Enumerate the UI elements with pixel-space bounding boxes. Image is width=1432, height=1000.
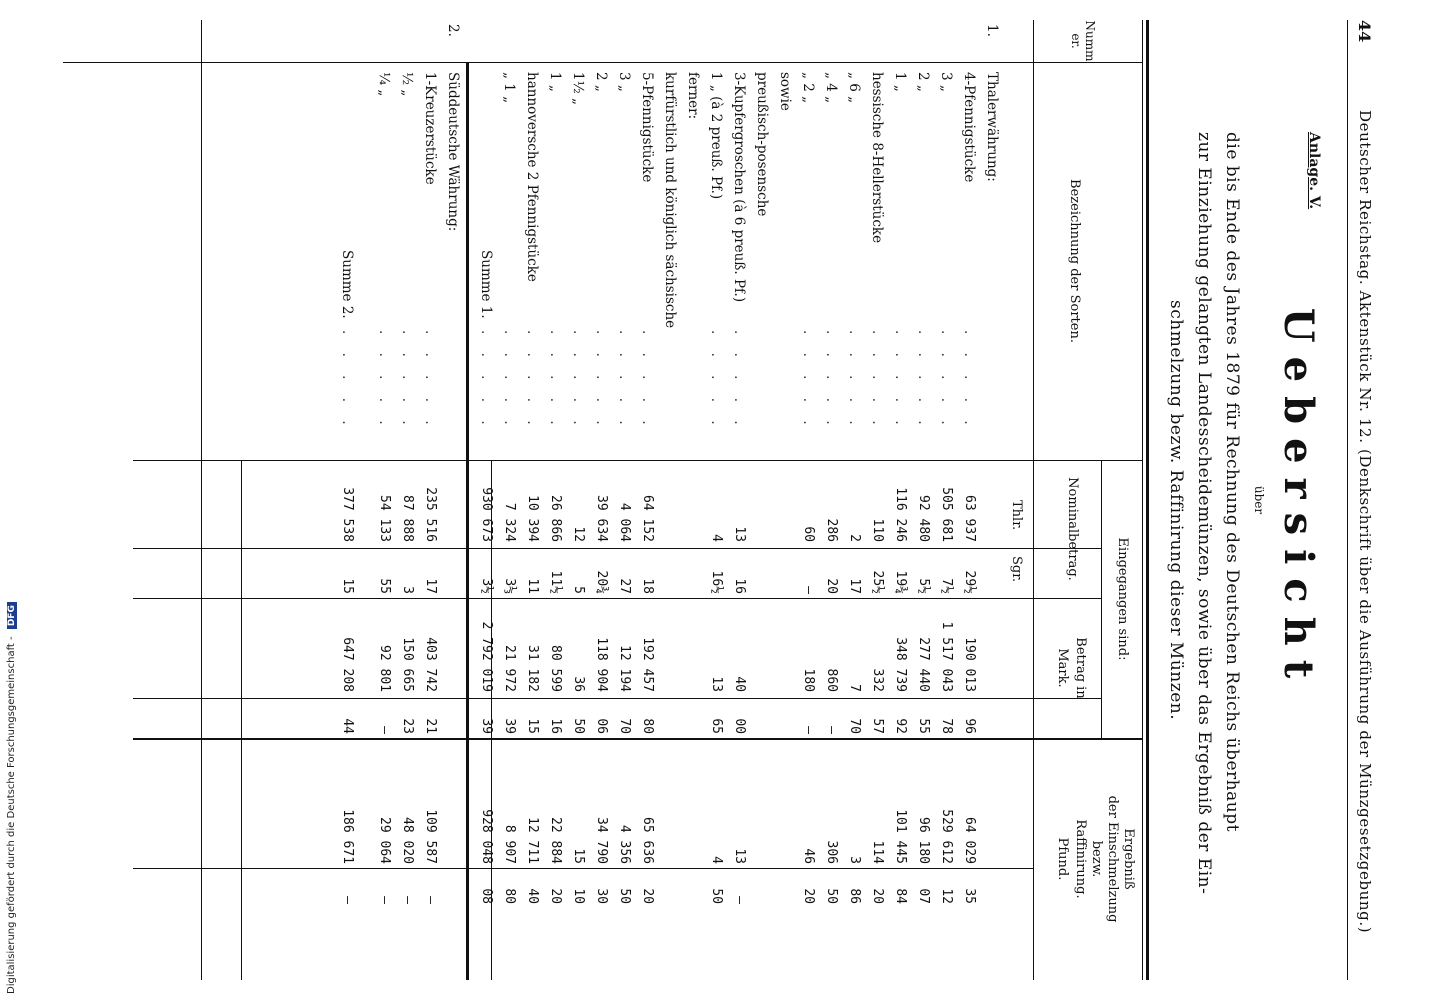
ergebnis-pfund: 4 356 bbox=[617, 824, 632, 864]
nominal-thlr: 13 bbox=[732, 526, 747, 542]
row-label: 5-Pfennigstücke bbox=[639, 72, 655, 183]
ergebnis-bruch: — bbox=[732, 896, 747, 904]
betrag-mark: 92 801 bbox=[377, 645, 392, 692]
nominal-sgr: 16 bbox=[732, 578, 747, 594]
ergebnis-pfund: 928 048 bbox=[479, 809, 494, 864]
betrag-mark: 332 bbox=[870, 668, 885, 692]
betrag-mark: 31 182 bbox=[525, 645, 540, 692]
row-label: sowie bbox=[777, 72, 793, 111]
title-main: Uebersicht bbox=[1275, 307, 1322, 693]
table-row bbox=[540, 0, 563, 1000]
ergebnis-pfund: 3 bbox=[847, 856, 862, 864]
nominal-sgr: 5 bbox=[571, 586, 586, 594]
row-label: 1½ „ bbox=[570, 72, 586, 105]
nominal-thlr: 7 324 bbox=[502, 502, 517, 542]
ergebnis-pfund: 114 bbox=[870, 840, 885, 864]
betrag-mark: 118 904 bbox=[594, 637, 609, 692]
ergebnis-pfund: 529 612 bbox=[939, 809, 954, 864]
row-label: Thalerwährung: bbox=[984, 72, 1000, 182]
table-row bbox=[908, 0, 931, 1000]
ergebnis-bruch: — bbox=[340, 896, 355, 904]
betrag-mark: 403 742 bbox=[423, 637, 438, 692]
ergebnis-pfund: 29 064 bbox=[377, 817, 392, 864]
title-text-line2: zur Einziehung gelangten Landesscheidemünzen, sowie über das Ergebniß der Ein- bbox=[1194, 132, 1214, 895]
row-label: „ 2 „ bbox=[800, 72, 816, 104]
row-label: Summe 2. bbox=[339, 250, 355, 319]
nominal-sgr: 7½ bbox=[939, 578, 954, 594]
annex-label: Anlage. V. bbox=[1306, 132, 1322, 210]
nominal-sgr: 3⅓ bbox=[502, 578, 517, 594]
header-nummer: Nummer. bbox=[1069, 20, 1097, 62]
leader-dots: . . . . . bbox=[800, 330, 816, 432]
betrag-mark: 36 bbox=[571, 676, 586, 692]
betrag-pf: 92 bbox=[893, 718, 908, 734]
nominal-sgr: 15 bbox=[340, 578, 355, 594]
row-label: 3 „ bbox=[616, 72, 632, 92]
table-row bbox=[747, 0, 770, 1000]
leader-dots: . . . . . bbox=[731, 330, 747, 432]
ergebnis-pfund: 101 445 bbox=[893, 809, 908, 864]
ergebnis-pfund: 65 636 bbox=[640, 817, 655, 864]
nominal-thlr: 54 133 bbox=[377, 495, 392, 542]
nominal-sgr: 11 bbox=[525, 578, 540, 594]
row-label: 2 „ bbox=[915, 72, 931, 92]
row-label: Süddeutsche Währung: bbox=[445, 72, 461, 232]
ergebnis-bruch: 30 bbox=[594, 888, 609, 904]
row-label: kurfürstlich und königlich sächsische bbox=[662, 72, 678, 329]
leader-dots: . . . . . bbox=[938, 330, 954, 432]
leader-dots: . . . . . bbox=[915, 330, 931, 432]
betrag-pf: 78 bbox=[939, 718, 954, 734]
nominal-sgr: 55 bbox=[377, 578, 392, 594]
table-row bbox=[655, 0, 678, 1000]
table-row bbox=[678, 0, 701, 1000]
betrag-mark: 80 599 bbox=[548, 645, 563, 692]
betrag-mark: 13 bbox=[709, 676, 724, 692]
ergebnis-pfund: 15 bbox=[571, 848, 586, 864]
leader-dots: . . . . . bbox=[961, 330, 977, 432]
table-row bbox=[701, 0, 724, 1000]
betrag-pf: 21 bbox=[423, 718, 438, 734]
header-bezeichnung: Bezeichnung der Sorten. bbox=[1067, 179, 1082, 343]
leader-dots: . . . . . bbox=[399, 330, 415, 432]
table-row bbox=[724, 0, 747, 1000]
page-number: 44 bbox=[1355, 20, 1374, 43]
ergebnis-bruch: 50 bbox=[617, 888, 632, 904]
nominal-thlr: 505 681 bbox=[939, 487, 954, 542]
ergebnis-bruch: 20 bbox=[640, 888, 655, 904]
betrag-pf: 55 bbox=[916, 718, 931, 734]
running-head: Deutscher Reichstag. Aktenstück Nr. 12. (Denkschrift über die Ausführung der Münzgesetzgebung.) bbox=[1356, 110, 1374, 934]
nominal-thlr: 2 bbox=[847, 534, 862, 542]
leader-dots: . . . . . bbox=[823, 330, 839, 432]
table-row bbox=[415, 0, 438, 1000]
betrag-pf: — bbox=[377, 726, 392, 734]
nominal-sgr: 16½ bbox=[709, 570, 724, 594]
leader-dots: . . . . . bbox=[524, 330, 540, 432]
nominal-sgr: 20¾ bbox=[594, 570, 609, 594]
leader-dots: . . . . . bbox=[501, 330, 517, 432]
head-rule bbox=[1347, 20, 1348, 980]
betrag-pf: — bbox=[824, 726, 839, 734]
betrag-pf: 00 bbox=[732, 718, 747, 734]
ergebnis-bruch: 40 bbox=[525, 888, 540, 904]
row-label: ferner: bbox=[685, 72, 701, 120]
nominal-thlr: 60 bbox=[801, 526, 816, 542]
ergebnis-pfund: 13 bbox=[732, 848, 747, 864]
row-label: ¼ „ bbox=[376, 72, 392, 97]
header-ergebnis-3: bezw. bbox=[1089, 840, 1104, 878]
table-header-rule bbox=[1033, 20, 1034, 980]
ergebnis-pfund: 96 180 bbox=[916, 817, 931, 864]
betrag-pf: — bbox=[801, 726, 816, 734]
table-row bbox=[885, 0, 908, 1000]
nominal-sgr: 3½ bbox=[479, 578, 494, 594]
ergebnis-bruch: 10 bbox=[571, 888, 586, 904]
row-label: hannoversche 2 Pfennigstücke bbox=[524, 72, 540, 282]
sum1-rule-thick bbox=[466, 62, 469, 980]
nominal-thlr: 26 866 bbox=[548, 495, 563, 542]
header-mark: Mark. bbox=[1055, 648, 1070, 688]
leader-dots: . . . . . bbox=[422, 330, 438, 432]
title-sub: über bbox=[1252, 485, 1266, 515]
row-label: 1-Kreuzerstücke bbox=[422, 72, 438, 185]
row-label: 1 „ bbox=[547, 72, 563, 92]
nominal-thlr: 4 064 bbox=[617, 502, 632, 542]
betrag-pf: 06 bbox=[594, 718, 609, 734]
header-ergebnis-4: Raffinirung. bbox=[1073, 819, 1088, 899]
nominal-sgr: 19¾ bbox=[893, 570, 908, 594]
sum1-rule bbox=[491, 460, 492, 980]
nominal-sgr: 3 bbox=[400, 586, 415, 594]
row-label: hessische 8-Hellerstücke bbox=[869, 72, 885, 244]
nominal-sgr: 17 bbox=[423, 578, 438, 594]
ergebnis-pfund: 64 029 bbox=[962, 817, 977, 864]
ergebnis-bruch: 12 bbox=[939, 888, 954, 904]
table-row bbox=[862, 0, 885, 1000]
dfg-logo: DFG bbox=[7, 602, 17, 629]
digitization-note bbox=[6, 602, 17, 994]
betrag-mark: 21 972 bbox=[502, 645, 517, 692]
ergebnis-pfund: 46 bbox=[801, 848, 816, 864]
header-ergebnis-2: der Einschmelzung bbox=[1105, 795, 1120, 923]
ergebnis-bruch: 20 bbox=[548, 888, 563, 904]
leader-dots: . . . . . bbox=[616, 330, 632, 432]
unit-thlr: Thlr. bbox=[1009, 500, 1024, 531]
row-label: 1 „ (à 2 preuß. Pf.) bbox=[708, 72, 724, 200]
nominal-thlr: 286 bbox=[824, 518, 839, 542]
ergebnis-bruch: — bbox=[377, 896, 392, 904]
betrag-pf: 23 bbox=[400, 718, 415, 734]
table-row bbox=[816, 0, 839, 1000]
header-ergebnis-1: Ergebniß bbox=[1121, 828, 1136, 890]
table-row bbox=[563, 0, 586, 1000]
digitization-text: Digitalisierung gefördert durch die Deutsche Forschungsgemeinschaft - bbox=[6, 636, 17, 994]
table-top-rule bbox=[1146, 20, 1149, 980]
ergebnis-pfund: 109 587 bbox=[423, 809, 438, 864]
table-sum-row bbox=[332, 0, 355, 1000]
nominal-sgr: 5½ bbox=[916, 578, 931, 594]
ergebnis-bruch: 50 bbox=[824, 888, 839, 904]
ergebnis-bruch: 80 bbox=[502, 888, 517, 904]
row-label: ½ „ bbox=[399, 72, 415, 97]
table-row bbox=[954, 0, 977, 1000]
betrag-pf: 65 bbox=[709, 718, 724, 734]
ergebnis-pfund: 12 711 bbox=[525, 817, 540, 864]
title-text-line1: die bis Ende des Jahres 1879 für Rechnung des Deutschen Reichs überhaupt bbox=[1222, 132, 1242, 832]
nominal-thlr: 39 634 bbox=[594, 495, 609, 542]
leader-dots: . . . . . bbox=[846, 330, 862, 432]
betrag-mark: 150 665 bbox=[400, 637, 415, 692]
ergebnis-pfund: 34 790 bbox=[594, 817, 609, 864]
table-row bbox=[632, 0, 655, 1000]
table-row bbox=[931, 0, 954, 1000]
leader-dots: . . . . . bbox=[570, 330, 586, 432]
nominal-thlr: 64 152 bbox=[640, 495, 655, 542]
betrag-mark: 190 013 bbox=[962, 637, 977, 692]
header-nominal: Nominalbetrag. bbox=[1065, 477, 1080, 581]
ergebnis-bruch: 08 bbox=[479, 888, 494, 904]
table-row bbox=[392, 0, 415, 1000]
betrag-pf: 57 bbox=[870, 718, 885, 734]
nominal-sgr: 25½ bbox=[870, 570, 885, 594]
row-number: 2. bbox=[445, 24, 461, 37]
betrag-pf: 70 bbox=[847, 718, 862, 734]
table-row bbox=[793, 0, 816, 1000]
betrag-pf: 96 bbox=[962, 718, 977, 734]
table-row bbox=[977, 0, 1000, 1000]
ergebnis-bruch: 20 bbox=[801, 888, 816, 904]
row-label: 1 „ bbox=[892, 72, 908, 92]
betrag-mark: 40 bbox=[732, 676, 747, 692]
nominal-sgr: 27 bbox=[617, 578, 632, 594]
nominal-sgr: 17 bbox=[847, 578, 862, 594]
row-label: „ 1 „ bbox=[501, 72, 517, 104]
betrag-mark: 348 739 bbox=[893, 637, 908, 692]
ergebnis-pfund: 8 907 bbox=[502, 824, 517, 864]
ergebnis-pfund: 22 884 bbox=[548, 817, 563, 864]
nominal-thlr: 10 394 bbox=[525, 495, 540, 542]
betrag-mark: 180 bbox=[801, 668, 816, 692]
ergebnis-pfund: 4 bbox=[709, 856, 724, 864]
ergebnis-bruch: 07 bbox=[916, 888, 931, 904]
ergebnis-pfund: 306 bbox=[824, 840, 839, 864]
betrag-pf: 70 bbox=[617, 718, 632, 734]
row-label: „ 6 „ bbox=[846, 72, 862, 104]
sum2-rule bbox=[241, 460, 242, 980]
betrag-pf: 80 bbox=[640, 718, 655, 734]
header-eingegangen: Eingegangen sind: bbox=[1115, 537, 1130, 661]
betrag-pf: 39 bbox=[479, 718, 494, 734]
leader-dots: . . . . . bbox=[547, 330, 563, 432]
leader-dots: . . . . . bbox=[478, 330, 494, 432]
leader-dots: . . . . . bbox=[869, 330, 885, 432]
table-row bbox=[839, 0, 862, 1000]
nominal-sgr: 11½ bbox=[548, 570, 563, 594]
nominal-thlr: 63 937 bbox=[962, 495, 977, 542]
table-row bbox=[494, 0, 517, 1000]
ergebnis-pfund: 186 671 bbox=[340, 809, 355, 864]
betrag-pf: 44 bbox=[340, 718, 355, 734]
row-label: 2 „ bbox=[593, 72, 609, 92]
leader-dots: . . . . . bbox=[639, 330, 655, 432]
unit-sgr: Sgr. bbox=[1009, 556, 1024, 583]
row-label: 3 „ bbox=[938, 72, 954, 92]
ergebnis-pfund: 48 020 bbox=[400, 817, 415, 864]
table-bottom-rule bbox=[201, 20, 202, 980]
header-betrag: Betrag in bbox=[1073, 637, 1088, 699]
nominal-thlr: 4 bbox=[709, 534, 724, 542]
nominal-thlr: 235 516 bbox=[423, 487, 438, 542]
nominal-thlr: 87 888 bbox=[400, 495, 415, 542]
nominal-sgr: 29½ bbox=[962, 570, 977, 594]
row-label: preußisch-posensche bbox=[754, 72, 770, 217]
betrag-mark: 12 194 bbox=[617, 645, 632, 692]
table-row bbox=[770, 0, 793, 1000]
nominal-thlr: 110 bbox=[870, 518, 885, 542]
ergebnis-bruch: 50 bbox=[709, 888, 724, 904]
leader-dots: . . . . . bbox=[376, 330, 392, 432]
betrag-pf: 16 bbox=[548, 718, 563, 734]
betrag-pf: 39 bbox=[502, 718, 517, 734]
table-row bbox=[517, 0, 540, 1000]
betrag-pf: 15 bbox=[525, 718, 540, 734]
leader-dots: . . . . . bbox=[708, 330, 724, 432]
header-ergebnis-5: Pfund. bbox=[1055, 837, 1070, 881]
betrag-mark: 1 517 043 bbox=[939, 621, 954, 692]
row-label: 3-Kupfergroschen (à 6 preuß. Pf.) bbox=[731, 72, 747, 303]
table-row bbox=[369, 0, 392, 1000]
betrag-mark: 860 bbox=[824, 668, 839, 692]
betrag-mark: 2 792 019 bbox=[479, 621, 494, 692]
ergebnis-bruch: 35 bbox=[962, 888, 977, 904]
table-top-rule-2 bbox=[1142, 20, 1143, 980]
nominal-thlr: 377 538 bbox=[340, 487, 355, 542]
betrag-mark: 7 bbox=[847, 684, 862, 692]
nominal-sgr: 18 bbox=[640, 578, 655, 594]
betrag-mark: 277 440 bbox=[916, 637, 931, 692]
ergebnis-bruch: — bbox=[400, 896, 415, 904]
nominal-thlr: 116 246 bbox=[893, 487, 908, 542]
title-text-line3: schmelzung bezw. Raffinirung dieser Münzen. bbox=[1166, 300, 1186, 721]
leader-dots: . . . . . bbox=[339, 330, 355, 432]
leader-dots: . . . . . bbox=[593, 330, 609, 432]
table-row bbox=[586, 0, 609, 1000]
table-row bbox=[609, 0, 632, 1000]
nominal-thlr: 92 480 bbox=[916, 495, 931, 542]
eingegangen-rule bbox=[1101, 460, 1102, 738]
row-number: 1. bbox=[984, 24, 1000, 37]
ergebnis-bruch: — bbox=[423, 896, 438, 904]
betrag-mark: 192 457 bbox=[640, 637, 655, 692]
table-row bbox=[438, 0, 461, 1000]
betrag-mark: 647 208 bbox=[340, 637, 355, 692]
leader-dots: . . . . . bbox=[892, 330, 908, 432]
ergebnis-bruch: 20 bbox=[870, 888, 885, 904]
nominal-thlr: 12 bbox=[571, 526, 586, 542]
betrag-pf: 50 bbox=[571, 718, 586, 734]
ergebnis-bruch: 84 bbox=[893, 888, 908, 904]
nominal-sgr: — bbox=[801, 586, 816, 594]
row-label: „ 4 „ bbox=[823, 72, 839, 104]
nominal-thlr: 930 673 bbox=[479, 487, 494, 542]
row-label: Summe 1. bbox=[478, 250, 494, 319]
ergebnis-bruch: 86 bbox=[847, 888, 862, 904]
row-label: 4-Pfennigstücke bbox=[961, 72, 977, 183]
nominal-sgr: 20 bbox=[824, 578, 839, 594]
